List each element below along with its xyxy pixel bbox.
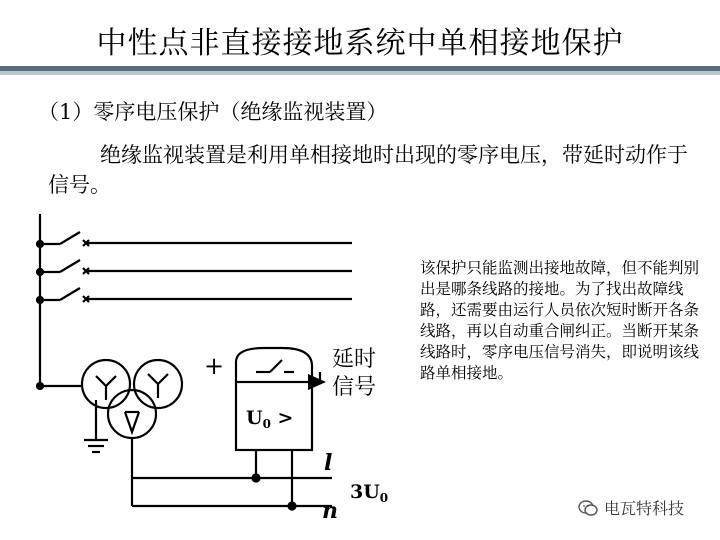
output-label-line1: 延时 — [332, 347, 377, 372]
plus-sign: + — [204, 352, 225, 380]
phase-line-c — [37, 288, 352, 303]
section-heading: （1）零序电压保护（绝缘监视装置） — [38, 100, 388, 124]
description-paragraph: 绝缘监视装置是利用单相接地时出现的零序电压，带延时动作于信号。 — [48, 143, 688, 197]
zero-sequence-voltage-label: $3U_0$ — [350, 481, 389, 505]
slide-title: 中性点非直接接地系统中单相接地保护 — [96, 26, 624, 61]
explanation-note: 该保护只能监测出接地故障，但不能判别出是哪条线路的接地。为了找出故障线路，还需要由运行人员依次短时断开各条线路，再以自动重合闸纠正。当断开某条线路时，零序电压信号消失，即说明该线路单相接地。 — [420, 259, 700, 382]
terminal-n: n — [322, 498, 338, 524]
wechat-icon — [578, 499, 598, 517]
phase-line-a — [37, 232, 352, 247]
output-label-line2: 信号 — [332, 375, 377, 400]
terminal-l: l — [324, 450, 333, 476]
watermark — [578, 496, 684, 519]
watermark-text: 电瓦特科技 — [604, 499, 685, 518]
phase-line-b — [37, 260, 352, 275]
relay-label: $U_0$ > — [246, 407, 294, 431]
